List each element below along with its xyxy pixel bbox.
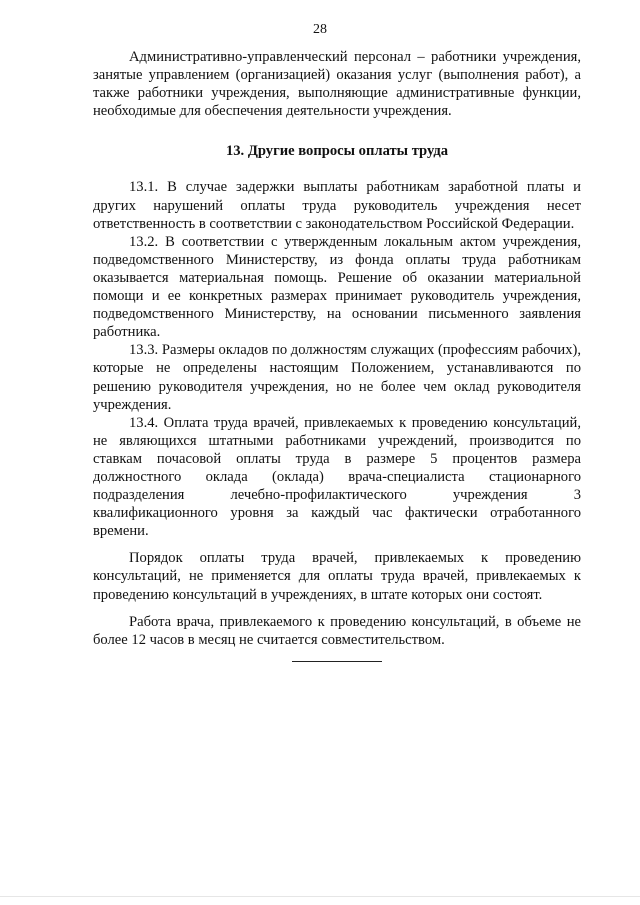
page-number: 28	[313, 22, 327, 37]
page-bottom-edge	[0, 896, 640, 897]
section-heading: 13. Другие вопросы оплаты труда	[225, 143, 449, 160]
intro-paragraph: Административно-управленческий персонал – работники учреждения, занятые управлением (организацией) оказания услуг (выполнения работ), а также работники учреждения, выполняющие административные функции, необходимые для обеспечения деятельности учреждения.	[93, 49, 581, 120]
paragraph-13-1: 13.1. В случае задержки выплаты работникам заработной платы и других нарушений оплаты труда руководитель учреждения несет ответственность в соответствии с законодательством Российской Федерации.	[93, 179, 581, 232]
paragraph-13-4: 13.4. Оплата труда врачей, привлекаемых к проведению консультаций, не являющихся штатными работниками учреждений, производится по ставкам почасовой оплаты труда в размере 5 процентов размера должностного оклада (оклада) врача-специалиста стационарного подразделения лечебно-профилактического учреждения 3 квалификационного уровня за каждый час фактически отработанного времени.	[93, 414, 581, 540]
document-body	[93, 48, 581, 662]
paragraph-consultation-order: Порядок оплаты труда врачей, привлекаемых к проведению консультаций, не применяется для оплаты труда врачей, привлекаемых к проведению консультаций в учреждениях, в штате которых они состоят.	[93, 550, 581, 603]
closing-rule	[292, 661, 382, 662]
paragraph-consultation-hours: Работа врача, привлекаемого к проведению консультаций, в объеме не более 12 часов в месяц не считается совместительством.	[93, 613, 581, 648]
paragraph-13-3: 13.3. Размеры окладов по должностям служащих (профессиям рабочих), которые не определены настоящим Положением, устанавливаются по решению руководителя учреждения, но не более чем оклад руководителя учреждения.	[93, 342, 581, 413]
paragraph-13-2: 13.2. В соответствии с утвержденным локальным актом учреждения, подведомственного Министерству, из фонда оплаты труда работникам оказывается материальная помощь. Решение об оказании материальной помощи и ее конкретных размерах принимает руководитель учреждения, подведомственного Министерству, на основании письменного заявления работника.	[93, 233, 581, 341]
